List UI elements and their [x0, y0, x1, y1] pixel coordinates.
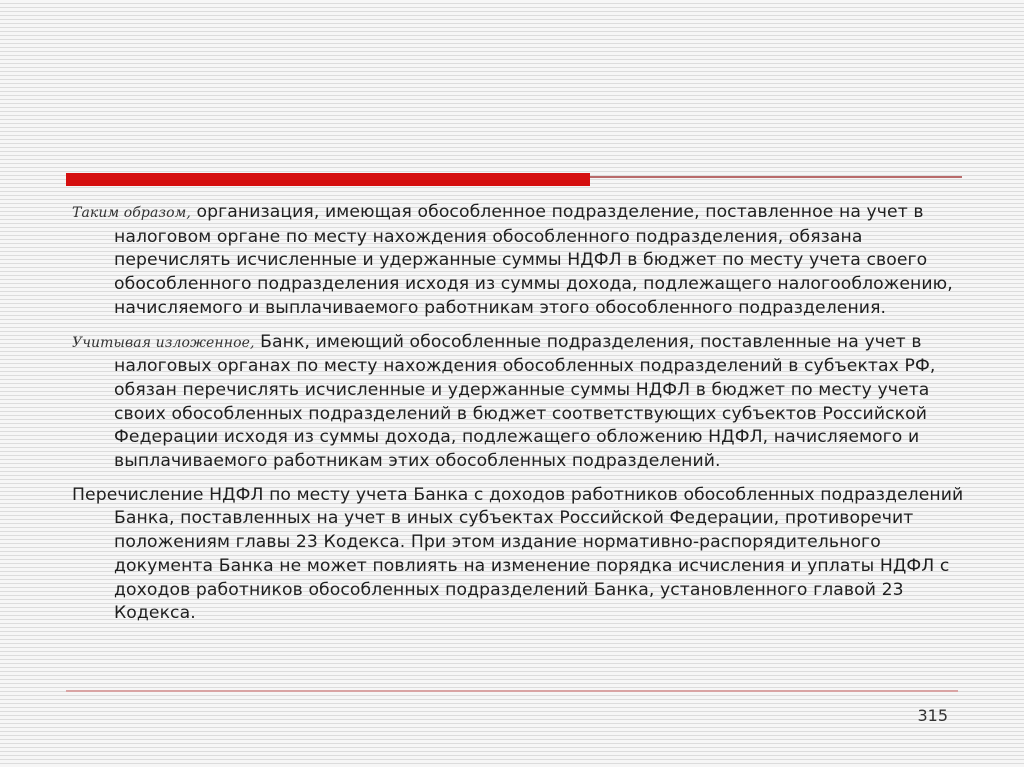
footer-divider: [66, 690, 958, 692]
paragraph-2: [72, 331, 972, 474]
paragraph-2-text: Банк, имеющий обособленные подразделения, поставленные на учет в налоговых органах по месту нахождения обособленных подразделений в субъектах РФ, обязан перечислять исчисленные и удержанные суммы НДФЛ в бюджет по месту учета своих обособленных подразделений в бюджет соответствующих субъектов Российской Федерации исходя из суммы дохода, подлежащего обложению НДФЛ, начисляемого и выплачиваемого работникам этих обособленных подразделений.: [114, 331, 936, 472]
paragraph-1-text: организация, имеющая обособленное подразделение, поставленное на учет в налоговом органе по месту нахождения обособленного подразделения, обязана перечислять исчисленные и удержанные суммы НДФЛ в бюджет по месту учета своего обособленного подразделения исходя из суммы дохода, подлежащего налогообложению, начисляемого и выплачиваемого работникам этого обособленного подразделения.: [114, 202, 953, 318]
page-number: 315: [917, 706, 948, 725]
paragraph-1-lead: Таким образом,: [72, 205, 191, 221]
paragraph-3-text: Перечисление НДФЛ по месту учета Банка с доходов работников обособленных подразделений Банка, поставленных на учет в иных субъектах Российской Федерации, противоречит положениям главы 23 Кодекса. При этом издание нормативно-распорядительного документа Банка не может повлиять на изменение порядка исчисления и уплаты НДФЛ с доходов работников обособленных подразделений Банка, установленного главой 23 Кодекса.: [72, 484, 964, 624]
paragraph-1: [72, 201, 972, 321]
title-accent-bar: [66, 173, 590, 186]
title-accent-line: [590, 176, 962, 178]
slide-body: [72, 201, 972, 636]
paragraph-3: [72, 484, 972, 626]
paragraph-2-lead: Учитывая изложенное,: [72, 334, 255, 351]
